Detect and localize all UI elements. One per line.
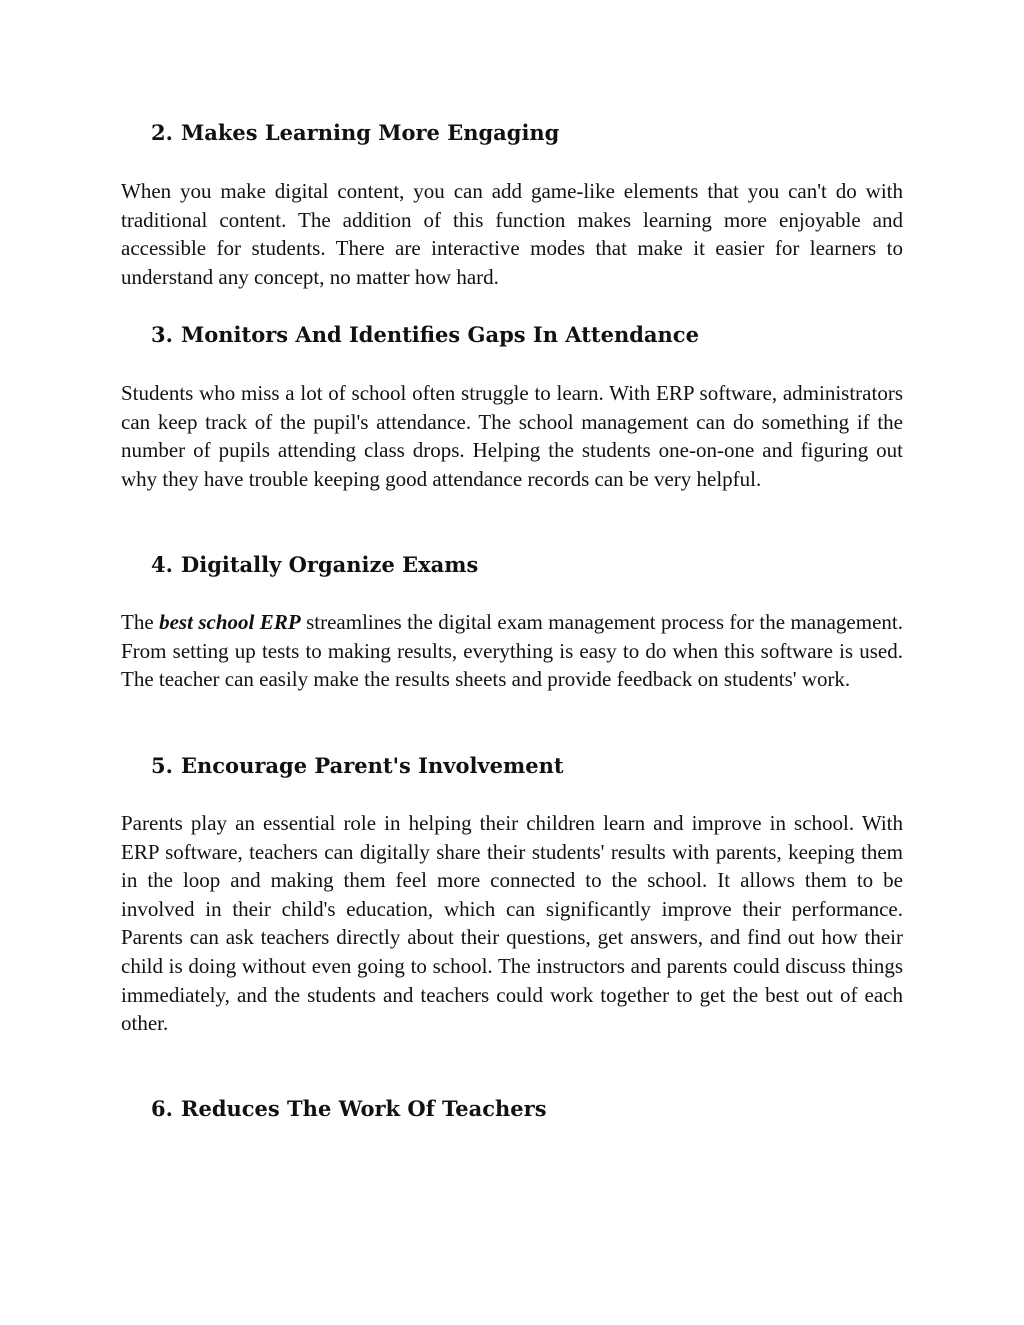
section-title: Makes Learning More Engaging bbox=[181, 120, 560, 145]
section-number: 3. bbox=[151, 322, 173, 347]
section-title: Reduces The Work Of Teachers bbox=[181, 1096, 547, 1121]
section-paragraph: When you make digital content, you can add game-like elements that you can't do with traditional content. The addition of this function makes learning more enjoyable and accessible for students. There are interactive modes that make it easier for learners to understand any concept, no matter how hard. bbox=[121, 179, 903, 289]
section-heading bbox=[151, 551, 911, 579]
section-title: Monitors And Identifies Gaps In Attendance bbox=[181, 322, 699, 347]
section-paragraph: Parents play an essential role in helping their children learn and improve in school. With ERP software, teachers can digitally share their students' results with parents, keeping them in the loop and making them feel more connected to the school. It allows them to be involved in their child's education, which can significantly improve their performance. Parents can ask teachers directly about their questions, get answers, and find out how their child is doing without even going to school. The instructors and parents could discuss things immediately, and the students and teachers could work together to get the best out of each other. bbox=[121, 811, 903, 1036]
section-title: Digitally Organize Exams bbox=[181, 552, 479, 577]
section-paragraph bbox=[121, 608, 903, 694]
section-heading bbox=[151, 1095, 911, 1123]
section-heading bbox=[151, 321, 911, 349]
section-number: 2. bbox=[151, 120, 173, 145]
section-number: 5. bbox=[151, 753, 173, 778]
emphasized-phrase: best school ERP bbox=[159, 610, 301, 634]
section-number: 4. bbox=[151, 552, 173, 577]
section-number: 6. bbox=[151, 1096, 173, 1121]
paragraph-text: The bbox=[121, 610, 160, 634]
section-heading bbox=[151, 752, 911, 780]
section-heading bbox=[151, 119, 911, 147]
section-paragraph: Students who miss a lot of school often struggle to learn. With ERP software, administrators can keep track of the pupil's attendance. The school management can do something if the number of pupils attending class drops. Helping the students one-on-one and figuring out why they have trouble keeping good attendance records can be very helpful. bbox=[121, 381, 903, 491]
section-title: Encourage Parent's Involvement bbox=[181, 753, 564, 778]
paragraph-text: streamlines the digital exam management process for the management. From setting up tests to making results, everything is easy to do when this software is used. The teacher can easily make the results sheets and provide feedback on students' work. bbox=[121, 610, 903, 692]
